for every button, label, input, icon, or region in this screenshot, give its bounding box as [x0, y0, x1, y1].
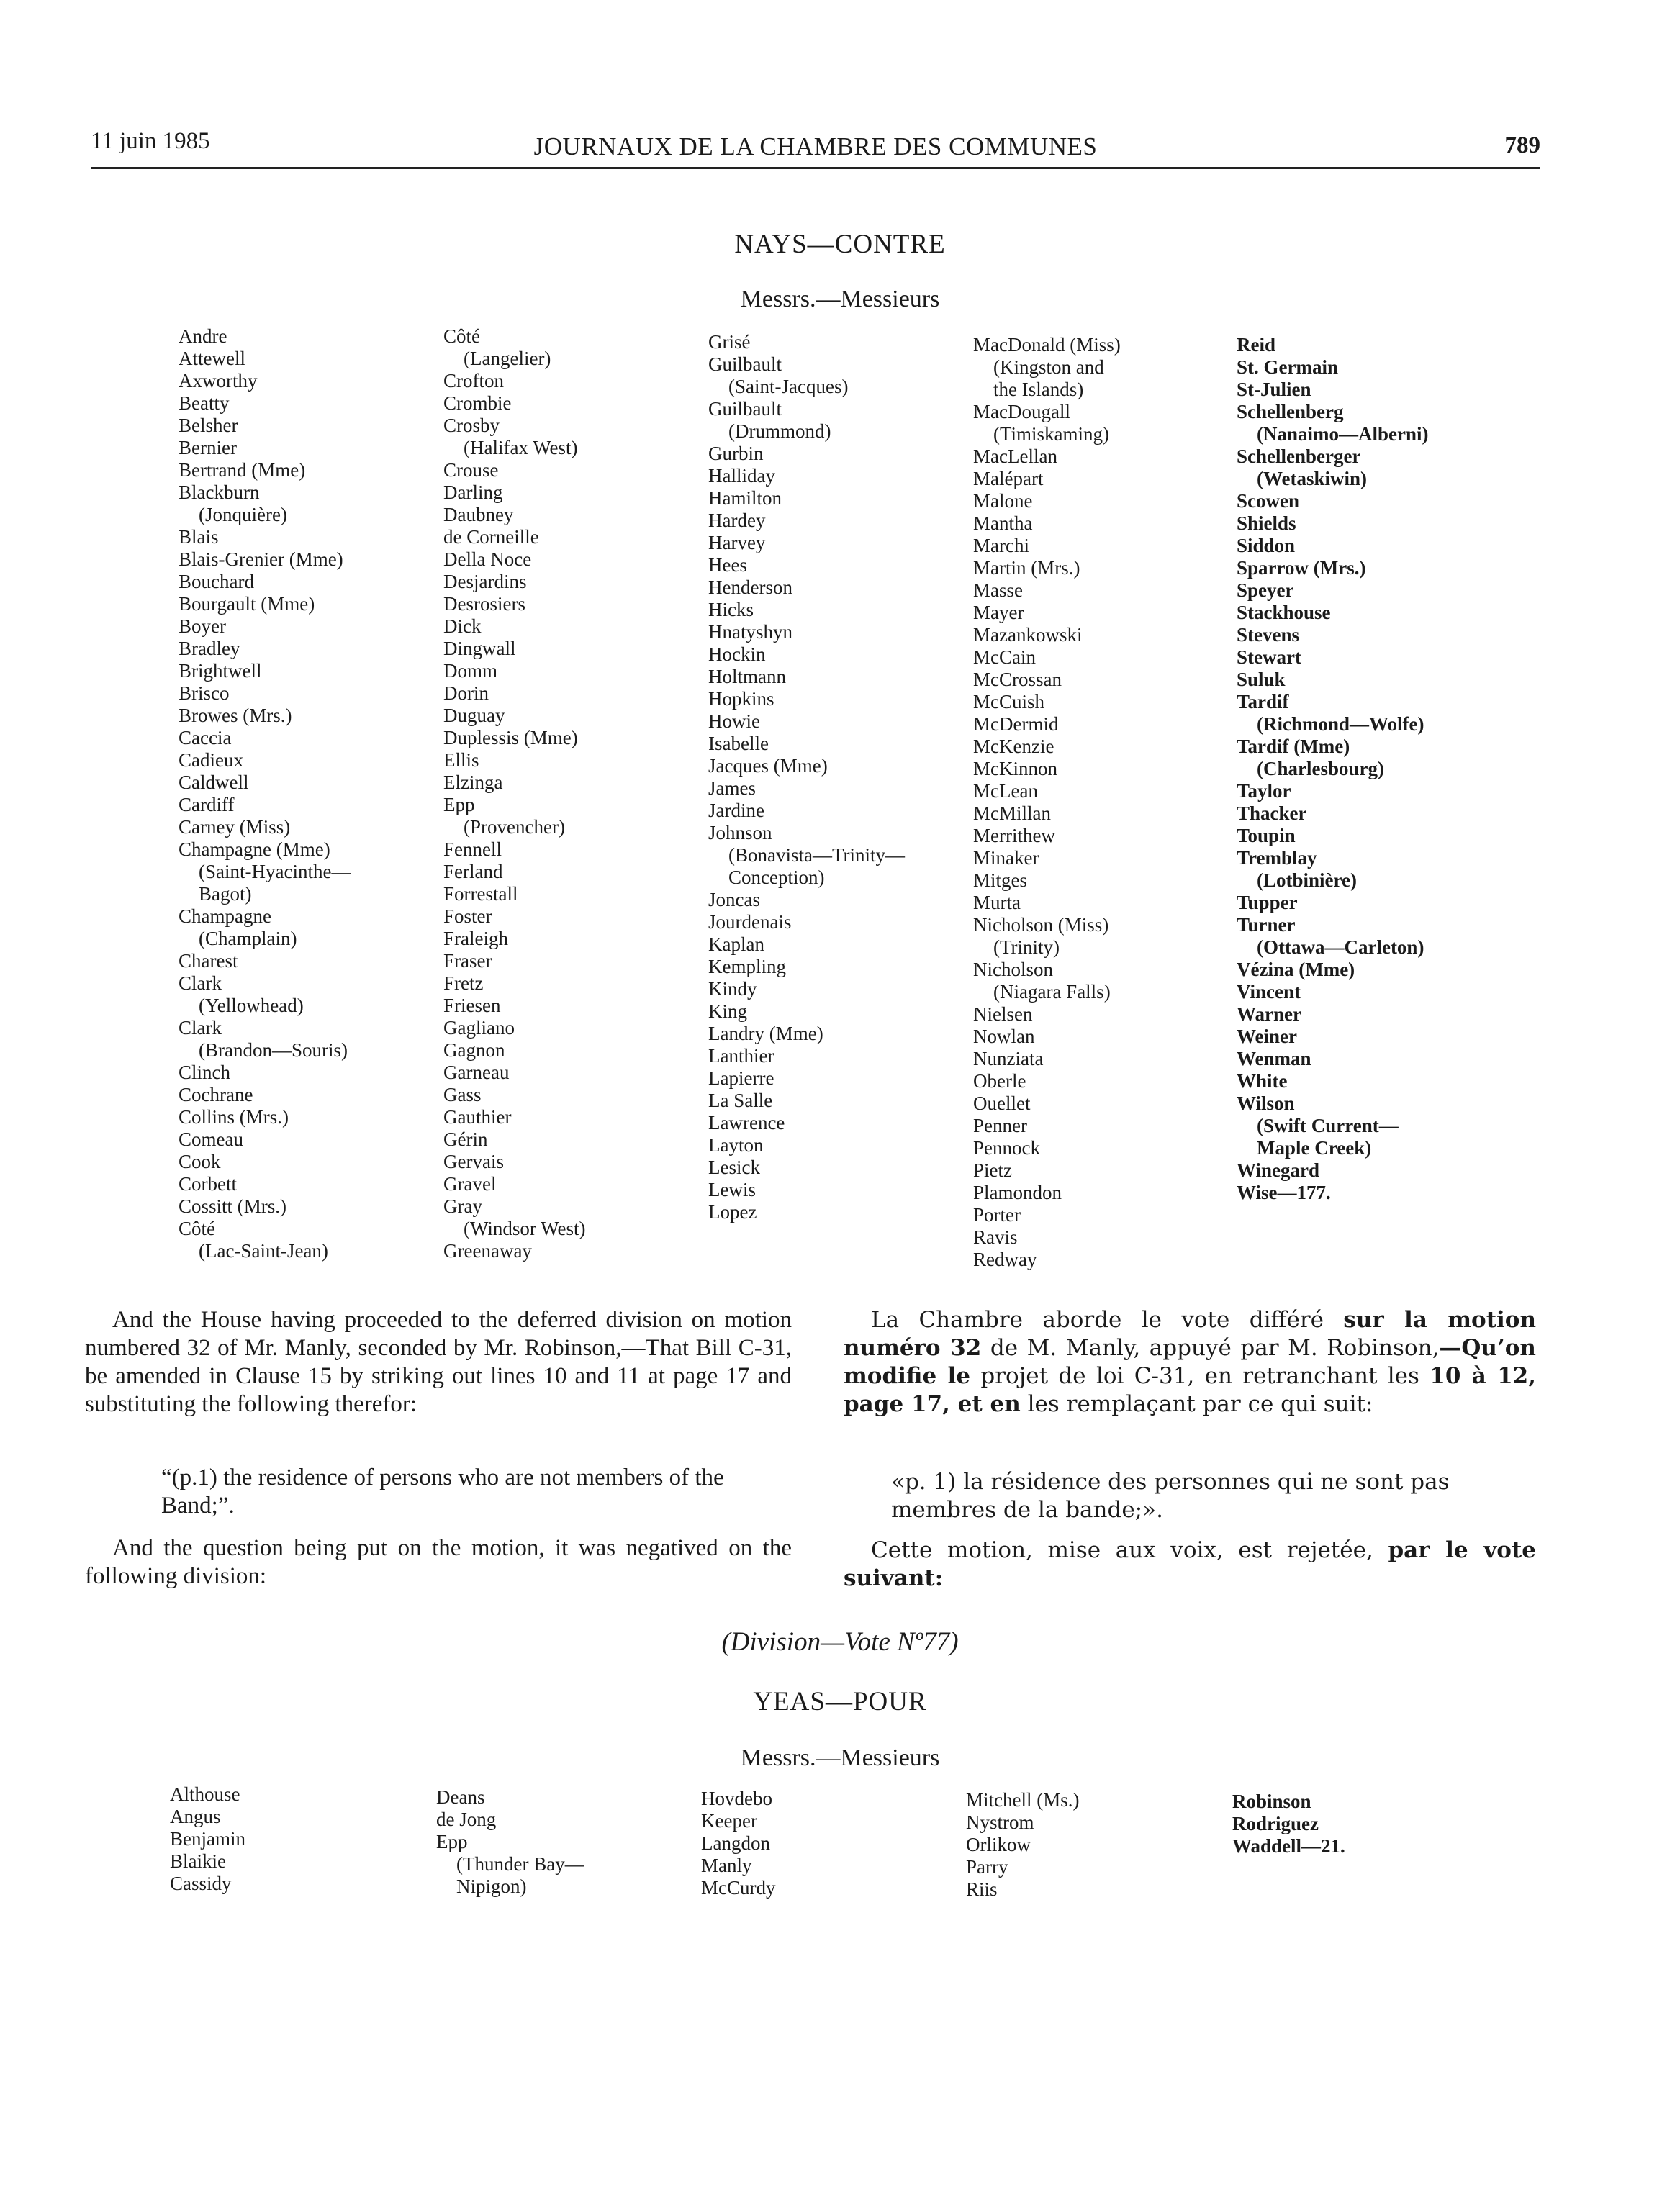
member-name: Warner — [1237, 1003, 1301, 1025]
member-name: McLean — [973, 780, 1038, 802]
member-name: Penner — [973, 1115, 1027, 1136]
member-name: Pennock — [973, 1137, 1040, 1159]
member-name: (Halifax West) — [464, 437, 578, 458]
member-name: King — [708, 1000, 747, 1022]
member-name: Schellenberg — [1237, 401, 1344, 422]
member-name: Côté — [179, 1218, 215, 1239]
member-name: Cardiff — [179, 794, 235, 815]
member-name: Lopez — [708, 1201, 757, 1223]
member-name: Kempling — [708, 956, 786, 977]
member-name: Wilson — [1237, 1092, 1295, 1114]
member-name: Bertrand (Mme) — [179, 459, 306, 481]
member-name: Dorin — [443, 682, 489, 704]
member-name: (Brandon—Souris) — [199, 1039, 348, 1061]
member-name: Marchi — [973, 535, 1029, 556]
member-name: Redway — [973, 1249, 1037, 1270]
member-name: Lawrence — [708, 1112, 785, 1134]
member-name: McCrossan — [973, 669, 1062, 690]
yeas-column-1 — [170, 1783, 245, 1895]
member-name: Bagot) — [199, 883, 252, 905]
member-name: Tupper — [1237, 892, 1298, 913]
member-name: Keeper — [701, 1810, 757, 1832]
nays-column-3 — [708, 331, 905, 1223]
member-name: Grisé — [708, 331, 751, 353]
member-name: Benjamin — [170, 1828, 245, 1850]
member-name: Browes (Mrs.) — [179, 705, 292, 726]
member-name: Duguay — [443, 705, 505, 726]
member-name: Mitchell (Ms.) — [966, 1789, 1080, 1811]
member-name: Mazankowski — [973, 624, 1083, 646]
yeas-column-5 — [1232, 1791, 1345, 1858]
member-name: Maple Creek) — [1257, 1137, 1372, 1159]
member-name: McKinnon — [973, 758, 1057, 779]
member-name: Nicholson — [973, 959, 1053, 980]
motion-english-question: And the question being put on the motion, it was negatived on the following division: — [85, 1535, 792, 1589]
member-name: Vincent — [1237, 981, 1301, 1003]
member-name: Domm — [443, 660, 498, 682]
member-name: McCuish — [973, 691, 1045, 712]
member-name: Clark — [179, 1017, 222, 1039]
member-name: Weiner — [1237, 1026, 1297, 1047]
member-name: McCain — [973, 646, 1036, 668]
member-name: Murta — [973, 892, 1021, 913]
division-title: (Division—Vote Nº77) — [721, 1627, 959, 1657]
member-name: Lesick — [708, 1157, 760, 1178]
member-name: Toupin — [1237, 825, 1296, 846]
member-name: Gauthier — [443, 1106, 512, 1128]
member-name: (Langelier) — [464, 348, 551, 369]
member-name: Epp — [436, 1831, 468, 1852]
nays-column-4 — [973, 334, 1121, 1271]
member-name: Cassidy — [170, 1873, 232, 1894]
member-name: Malone — [973, 490, 1033, 512]
member-name: (Jonquière) — [199, 504, 287, 525]
member-name: Schellenberger — [1237, 445, 1361, 467]
member-name: Fretz — [443, 972, 484, 994]
member-name: Porter — [973, 1204, 1021, 1226]
member-name: Gass — [443, 1084, 482, 1105]
member-name: Gervais — [443, 1151, 504, 1172]
member-name: (Timiskaming) — [993, 423, 1110, 445]
member-name: Attewell — [179, 348, 245, 369]
header-page-number: 789 — [1504, 132, 1540, 158]
member-name: Blaikie — [170, 1850, 226, 1872]
member-name: Charest — [179, 950, 238, 972]
nays-column-5 — [1237, 334, 1429, 1204]
member-name: Corbett — [179, 1173, 237, 1195]
member-name: Vézina (Mme) — [1237, 959, 1355, 980]
member-name: Duplessis (Mme) — [443, 727, 578, 748]
member-name: Desjardins — [443, 571, 527, 592]
member-name: Greenaway — [443, 1240, 532, 1262]
member-name: Cochrane — [179, 1084, 253, 1105]
member-name: Wenman — [1237, 1048, 1311, 1069]
member-name: Wise—177. — [1237, 1182, 1331, 1203]
member-name: Gagliano — [443, 1017, 515, 1039]
member-name: Nipigon) — [456, 1875, 527, 1897]
member-name: Cook — [179, 1151, 221, 1172]
member-name: Crombie — [443, 392, 512, 414]
member-name: (Thunder Bay— — [456, 1853, 584, 1875]
member-name: Kindy — [708, 978, 757, 1000]
fr-bold-3: 10 à 12, page 17, et en — [844, 1363, 1537, 1417]
member-name: Cossitt (Mrs.) — [179, 1195, 287, 1217]
member-name: de Corneille — [443, 526, 539, 548]
member-name: Oberle — [973, 1070, 1026, 1092]
member-name: Layton — [708, 1134, 764, 1156]
fr-text-1: La Chambre aborde le vote différé — [871, 1307, 1344, 1333]
member-name: Guilbault — [708, 353, 782, 375]
member-name: Ferland — [443, 861, 503, 882]
member-name: Gagnon — [443, 1039, 505, 1061]
header-date: 11 juin 1985 — [91, 128, 210, 154]
member-name: Epp — [443, 794, 475, 815]
member-name: McCurdy — [701, 1877, 776, 1899]
member-name: Crosby — [443, 415, 500, 436]
member-name: Johnson — [708, 822, 772, 843]
member-name: Dick — [443, 615, 482, 637]
member-name: (Saint-Hyacinthe— — [199, 861, 351, 882]
nays-column-1 — [179, 325, 351, 1262]
member-name: Jourdenais — [708, 911, 792, 933]
member-name: Suluk — [1237, 669, 1286, 690]
member-name: Gurbin — [708, 443, 764, 464]
member-name: White — [1237, 1070, 1288, 1092]
member-name: Stackhouse — [1237, 602, 1331, 623]
page-header — [91, 128, 1540, 169]
member-name: Taylor — [1237, 780, 1291, 802]
member-name: Elzinga — [443, 772, 503, 793]
member-name: Fennell — [443, 838, 502, 860]
yeas-subtitle: Messrs.—Messieurs — [740, 1745, 940, 1771]
member-name: Bourgault (Mme) — [179, 593, 315, 615]
member-name: Brisco — [179, 682, 230, 704]
member-name: (Provencher) — [464, 816, 565, 838]
member-name: Crofton — [443, 370, 504, 392]
member-name: Bouchard — [179, 571, 254, 592]
member-name: Riis — [966, 1878, 998, 1900]
member-name: Della Noce — [443, 548, 532, 570]
member-name: Conception) — [728, 867, 825, 888]
member-name: Darling — [443, 481, 503, 503]
member-name: Forrestall — [443, 883, 518, 905]
member-name: Garneau — [443, 1062, 510, 1083]
yeas-column-4 — [966, 1789, 1079, 1901]
member-name: Andre — [179, 325, 227, 347]
member-name: Speyer — [1237, 579, 1294, 601]
member-name: Hardey — [708, 510, 766, 531]
member-name: Joncas — [708, 889, 760, 910]
member-name: Bernier — [179, 437, 237, 458]
member-name: Tardif (Mme) — [1237, 736, 1350, 757]
member-name: Rodriguez — [1232, 1813, 1319, 1834]
member-name: Minaker — [973, 847, 1039, 869]
member-name: (Bonavista—Trinity— — [728, 844, 906, 866]
member-name: Deans — [436, 1786, 485, 1808]
member-name: the Islands) — [993, 379, 1084, 400]
member-name: (Wetaskiwin) — [1257, 468, 1368, 489]
member-name: Waddell—21. — [1232, 1835, 1345, 1857]
member-name: Turner — [1237, 914, 1296, 936]
member-name: (Lac-Saint-Jean) — [199, 1240, 328, 1262]
member-name: Sparrow (Mrs.) — [1237, 557, 1366, 579]
member-name: Siddon — [1237, 535, 1296, 556]
member-name: Dingwall — [443, 638, 516, 659]
member-name: Tardif — [1237, 691, 1289, 712]
member-name: Jardine — [708, 800, 764, 821]
yeas-title: YEAS—POUR — [753, 1687, 927, 1716]
member-name: Masse — [973, 579, 1023, 601]
member-name: Gray — [443, 1195, 482, 1217]
member-name: Blackburn — [179, 481, 260, 503]
member-name: Hees — [708, 554, 747, 576]
member-name: Mitges — [973, 869, 1028, 891]
fr-text-3: projet de loi C-31, en retranchant les — [970, 1363, 1430, 1389]
member-name: Gérin — [443, 1128, 488, 1150]
member-name: Bradley — [179, 638, 240, 659]
member-name: Comeau — [179, 1128, 243, 1150]
member-name: Gravel — [443, 1173, 497, 1195]
member-name: Angus — [170, 1806, 221, 1827]
member-name: MacDougall — [973, 401, 1070, 422]
member-name: Hicks — [708, 599, 754, 620]
member-name: Winegard — [1237, 1159, 1320, 1181]
nays-column-2 — [443, 325, 585, 1262]
member-name: Shields — [1237, 512, 1296, 534]
member-name: Thacker — [1237, 802, 1307, 824]
member-name: Daubney — [443, 504, 514, 525]
member-name: Friesen — [443, 995, 501, 1016]
member-name: Robinson — [1232, 1791, 1311, 1812]
nays-subtitle: Messrs.—Messieurs — [740, 286, 940, 312]
member-name: Hnatyshyn — [708, 621, 792, 643]
fr-bold-2: —Qu’on modifie le — [844, 1335, 1536, 1389]
member-name: Caccia — [179, 727, 232, 748]
motion-english-quote: “(p.1) the residence of persons who are not members of the Band;”. — [161, 1465, 724, 1519]
header-journal-title: JOURNAUX DE LA CHAMBRE DES COMMUNES — [533, 132, 1098, 160]
member-name: Cadieux — [179, 749, 243, 771]
member-name: St-Julien — [1237, 379, 1311, 400]
member-name: Manly — [701, 1855, 752, 1876]
member-name: Henderson — [708, 576, 792, 598]
member-name: (Drummond) — [728, 420, 831, 442]
member-name: Champagne (Mme) — [179, 838, 330, 860]
member-name: Fraleigh — [443, 928, 508, 949]
member-name: Holtmann — [708, 666, 786, 687]
member-name: Carney (Miss) — [179, 816, 291, 838]
fr-question-bold: par le vote suivant: — [844, 1537, 1536, 1591]
member-name: Hovdebo — [701, 1788, 772, 1809]
member-name: Clinch — [179, 1062, 230, 1083]
member-name: Côté — [443, 325, 480, 347]
member-name: St. Germain — [1237, 356, 1338, 378]
member-name: Champagne — [179, 905, 271, 927]
member-name: Langdon — [701, 1832, 770, 1854]
member-name: Collins (Mrs.) — [179, 1106, 289, 1128]
member-name: (Yellowhead) — [199, 995, 304, 1016]
member-name: La Salle — [708, 1090, 773, 1111]
member-name: Caldwell — [179, 772, 249, 793]
member-name: Malépart — [973, 468, 1044, 489]
member-name: Mantha — [973, 512, 1033, 534]
member-name: Desrosiers — [443, 593, 525, 615]
member-name: Beatty — [179, 392, 230, 414]
member-name: Harvey — [708, 532, 766, 553]
fr-text-4: les remplaçant par ce qui suit: — [1020, 1391, 1373, 1417]
member-name: (Champlain) — [199, 928, 297, 949]
member-name: (Windsor West) — [464, 1218, 586, 1239]
member-name: (Kingston and — [993, 356, 1104, 378]
member-name: Nystrom — [966, 1811, 1034, 1833]
member-name: Ellis — [443, 749, 479, 771]
member-name: Hamilton — [708, 487, 782, 509]
member-name: Landry (Mme) — [708, 1023, 823, 1044]
member-name: (Ottawa—Carleton) — [1257, 936, 1424, 958]
nays-title: NAYS—CONTRE — [734, 230, 946, 259]
member-name: Mayer — [973, 602, 1024, 623]
member-name: Ouellet — [973, 1092, 1031, 1114]
member-name: MacDonald (Miss) — [973, 334, 1121, 356]
member-name: Nunziata — [973, 1048, 1044, 1069]
member-name: Reid — [1237, 334, 1275, 356]
member-name: Guilbault — [708, 398, 782, 420]
member-name: Blais — [179, 526, 219, 548]
member-name: (Charlesbourg) — [1257, 758, 1384, 779]
member-name: Pietz — [973, 1159, 1012, 1181]
member-name: Kaplan — [708, 933, 764, 955]
member-name: (Nanaimo—Alberni) — [1257, 423, 1429, 445]
member-name: Boyer — [179, 615, 226, 637]
member-name: James — [708, 777, 756, 799]
member-name: Brightwell — [179, 660, 262, 682]
member-name: Belsher — [179, 415, 238, 436]
fr-bold-1: sur la motion numéro 32 — [844, 1307, 1537, 1361]
member-name: (Lotbinière) — [1257, 869, 1357, 891]
fr-question-text: Cette motion, mise aux voix, est rejetée, — [871, 1537, 1388, 1563]
member-name: (Swift Current— — [1257, 1115, 1399, 1136]
member-name: (Richmond—Wolfe) — [1257, 713, 1424, 735]
member-name: (Niagara Falls) — [993, 981, 1111, 1003]
member-name: Parry — [966, 1856, 1008, 1878]
yeas-column-3 — [701, 1788, 776, 1899]
member-name: Blais-Grenier (Mme) — [179, 548, 343, 570]
member-name: Halliday — [708, 465, 775, 487]
member-name: Isabelle — [708, 733, 769, 754]
member-name: Ravis — [973, 1226, 1018, 1248]
fr-text-2: de M. Manly, appuyé par M. Robinson, — [981, 1335, 1440, 1361]
member-name: Nicholson (Miss) — [973, 914, 1109, 936]
member-name: Lanthier — [708, 1045, 774, 1067]
member-name: Crouse — [443, 459, 499, 481]
member-name: McKenzie — [973, 736, 1054, 757]
member-name: Hockin — [708, 643, 766, 665]
yeas-column-2 — [436, 1786, 584, 1898]
member-name: Hopkins — [708, 688, 774, 710]
member-name: MacLellan — [973, 445, 1057, 467]
member-name: Lewis — [708, 1179, 756, 1200]
member-name: Scowen — [1237, 490, 1299, 512]
motion-english-paragraph: And the House having proceeded to the deferred division on motion numbered 32 of Mr. Manly, seconded by Mr. Robinson,—That Bill C-31, be amended in Clause 15 by striking out lines 10 and 11 at page 17 and substituting the following therefor: — [85, 1307, 792, 1417]
member-name: Tremblay — [1237, 847, 1317, 869]
member-name: Axworthy — [179, 370, 258, 392]
motion-french-quote: «p. 1) la résidence des personnes qui ne sont pas membres de la bande;». — [891, 1469, 1450, 1523]
member-name: Althouse — [170, 1783, 240, 1805]
member-name: Clark — [179, 972, 222, 994]
member-name: Orlikow — [966, 1834, 1031, 1855]
member-name: Jacques (Mme) — [708, 755, 828, 777]
member-name: de Jong — [436, 1809, 497, 1830]
motion-french-question — [844, 1537, 1536, 1593]
member-name: Nowlan — [973, 1026, 1035, 1047]
member-name: Stevens — [1237, 624, 1299, 646]
member-name: Foster — [443, 905, 492, 927]
member-name: McDermid — [973, 713, 1059, 735]
member-name: (Trinity) — [993, 936, 1060, 958]
member-name: Plamondon — [973, 1182, 1062, 1203]
member-name: Martin (Mrs.) — [973, 557, 1080, 579]
member-name: Howie — [708, 710, 760, 732]
member-name: Lapierre — [708, 1067, 774, 1089]
motion-french-paragraph — [844, 1306, 1536, 1418]
member-name: McMillan — [973, 802, 1051, 824]
member-name: Fraser — [443, 950, 492, 972]
member-name: Nielsen — [973, 1003, 1033, 1025]
member-name: Merrithew — [973, 825, 1055, 846]
member-name: (Saint-Jacques) — [728, 376, 849, 397]
member-name: Stewart — [1237, 646, 1301, 668]
